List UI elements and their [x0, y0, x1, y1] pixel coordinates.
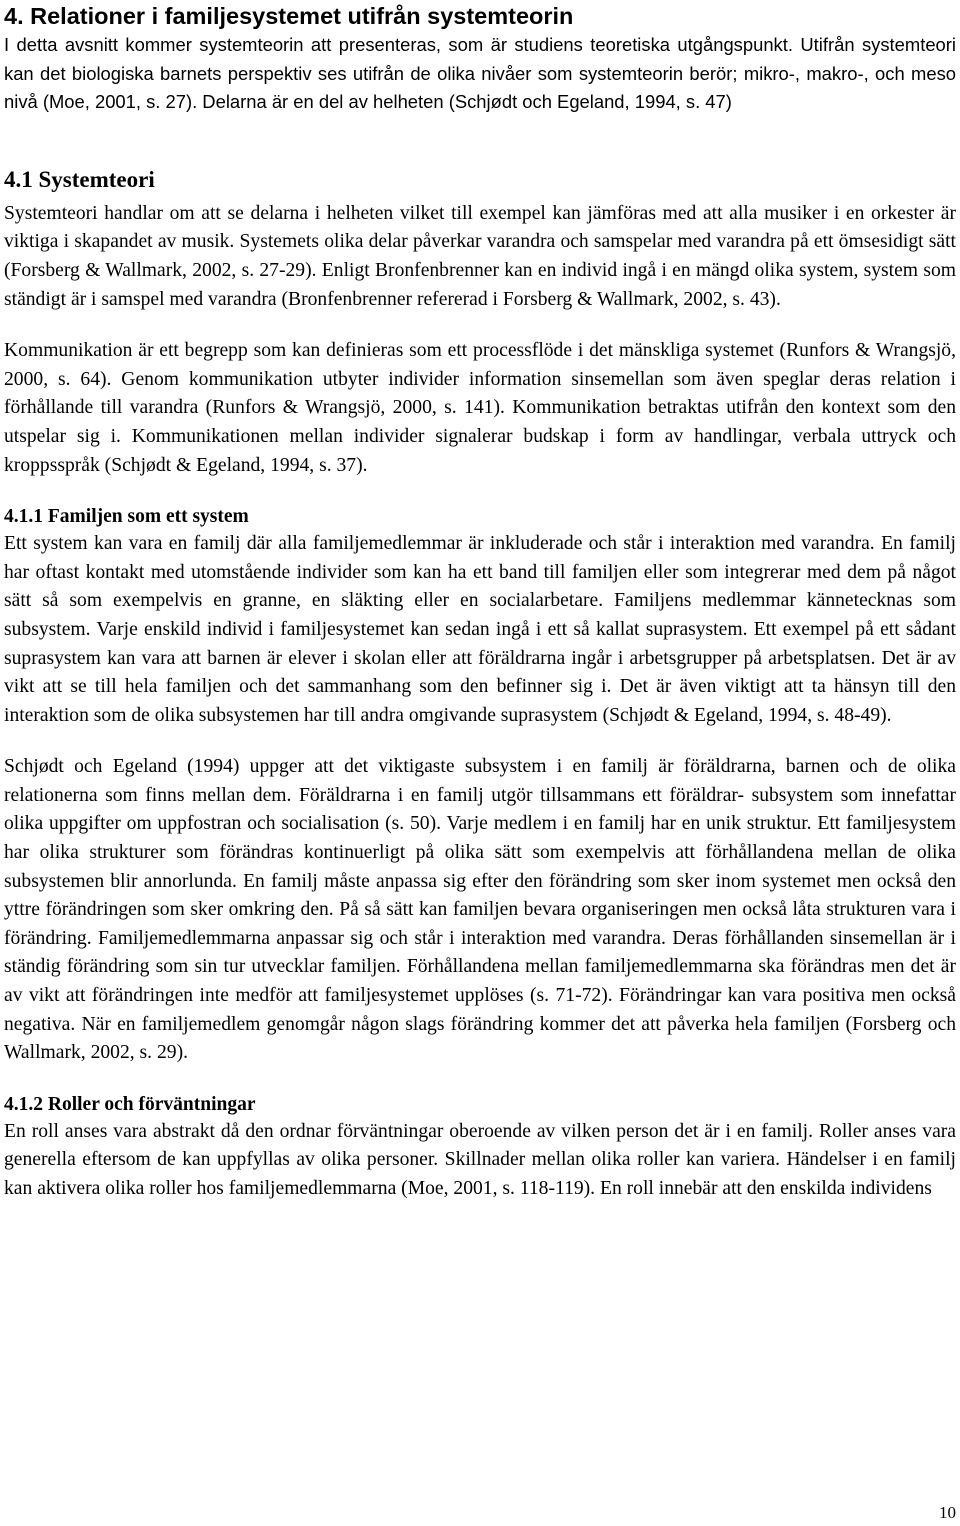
spacer — [4, 314, 956, 337]
body-paragraph: Ett system kan vara en familj där alla familjemedlemmar är inkluderade och står i interaktion med varandra. En familj har oftast kontakt med utomstående individer som kan ha ett band till familjen eller som integrerar med dem på något sätt så som exempelvis en granne, en släkting eller en socialarbetare. Familjens medlemmar kännetecknas som subsystem. Varje enskild individ i familjesystemet kan sedan ingå i ett så kallat suprasystem. Ett exempel på ett sådant suprasystem kan vara att barnen är elever i skolan eller att föräldrarna ingår i arbetsgrupper på arbetsplatsen. Det är av vikt att se till hela familjen och det sammanhang som den befinner sig i. Det är även viktigt att ta hänsyn till den interaktion som de olika subsystemen har till andra omgivande suprasystem (Schjødt & Egeland, 1994, s. 48-49). — [4, 533, 956, 726]
body-paragraph: Schjødt och Egeland (1994) uppger att det viktigaste subsystem i en familj är föräldrarna, barnen och de olika relationerna som finns mellan dem. Föräldrarna i en familj utgör tillsammans ett föräldrar- subsystem som innefattar olika uppgifter om uppfostran och socialisation (s. 50). Varje medlem i en familj har en unik struktur. Ett familjesystem har olika strukturer som förändras kontinuerligt på olika sätt som exempelvis att förhållandena mellan de olika subsystemen blir annorlunda. En familj måste anpassa sig efter den förändring som sker inom systemet men också den yttre förändringen som sker omkring den. På så sätt kan familjen bevara organiseringen men också låta strukturen vara i förändring. Familjemedlemmarna anpassar sig och står i interaktion med varandra. Deras förhållanden sinsemellan är i ständig förändring som sin tur utvecklar familjen. Förhållandena mellan familjemedlemmarna ska förändras men det är av vikt att förändringen inte medför att familjesystemet upplöses (s. 71-72). Förändringar kan vara positiva men också negativa. När en familjemedlem genomgår någon slags förändring kommer det att påverka hela familjen (Forsberg och Wallmark, 2002, s. 29). — [4, 756, 956, 1064]
body-paragraph: Kommunikation är ett begrepp som kan definieras som ett processflöde i det mänskliga systemet (Runfors & Wrangsjö, 2000, s. 64). Genom kommunikation utbyter individer information sinsemellan som även speglar deras relation i förhållande till varandra (Runfors & Wrangsjö, 2000, s. 141). Kommunikation betraktas utifrån den kontext som den utspelar sig i. Kommunikationen mellan individer signalerar budskap i form av handlingar, verbala uttryck och kroppsspråk (Schjødt & Egeland, 1994, s. 37). — [4, 340, 956, 476]
spacer — [4, 480, 956, 503]
subsection-heading-4-1-1: 4.1.1 Familjen som ett system — [4, 506, 249, 528]
section-heading-4-1: 4.1 Systemteori — [4, 166, 155, 192]
chapter-intro-paragraph: I detta avsnitt kommer systemteorin att presenteras, som är studiens teoretiska utgångspunkt. Utifrån systemteori kan det biologiska barnets perspektiv ses utifrån de olika nivåer som systemteorin berör; mikro-, makro-, och meso nivå (Moe, 2001, s. 27). Delarna är en del av helheten (Schjødt och Egeland, 1994, s. 47) — [4, 34, 956, 113]
spacer — [4, 117, 956, 166]
subsection-heading-4-1-2: 4.1.2 Roller och förväntningar — [4, 1093, 256, 1115]
body-paragraph: En roll anses vara abstrakt då den ordnar förväntningar oberoende av vilken person det är i en familj. Roller anses vara generella eftersom de kan uppfyllas av olika personer. Skillnader mellan olika roller kan variera. Händelser i en familj kan aktivera olika roller hos familjemedlemmarna (Moe, 2001, s. 118-119). En roll innebär att den enskilda individens — [4, 1120, 956, 1199]
document-page — [4, 0, 956, 1204]
spacer — [4, 730, 956, 753]
body-paragraph: Systemteori handlar om att se delarna i helheten vilket till exempel kan jämföras med att alla musiker i en orkester är viktiga i skapandet av musik. Systemets olika delar påverkar varandra och samspelar med varandra på ett ömsesidigt sätt (Forsberg & Wallmark, 2002, s. 27-29). Enligt Bronfenbrenner kan en individ ingå i en mängd olika system, system som ständigt är i samspel med varandra (Bronfenbrenner refererad i Forsberg & Wallmark, 2002, s. 43). — [4, 202, 956, 310]
chapter-title: 4. Relationer i familjesystemet utifrån systemteorin — [4, 3, 574, 29]
spacer — [4, 1068, 956, 1091]
page-number: 10 — [939, 1503, 956, 1522]
